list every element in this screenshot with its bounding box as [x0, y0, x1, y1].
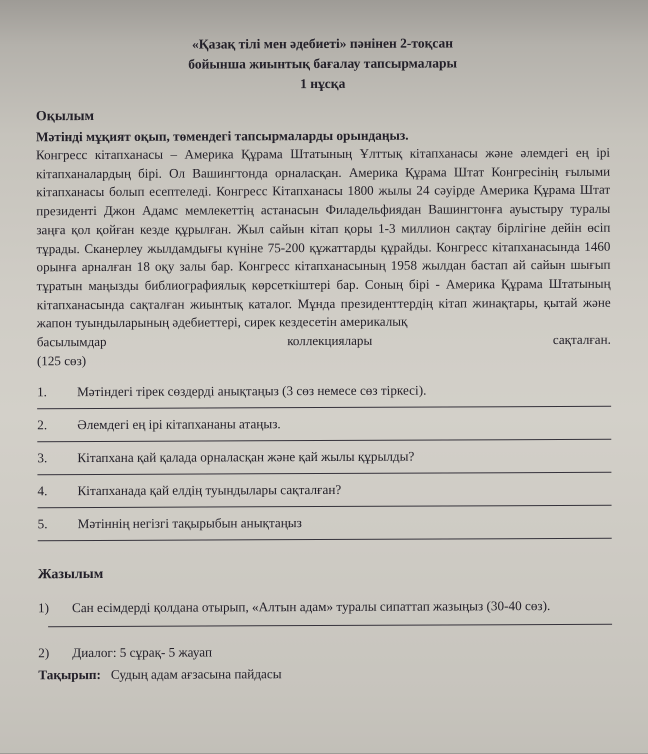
reading-passage: Конгресс кітапханасы – Америка Құрама Штатының Ұлттық кітапханасы және әлемдегі ең ірі кітапханалардың бірі. Ол Вашингтонда орналасқан. Америка Құрама Штат Конгресінің ғылыми кітапханасы болып есептеледі. Конгресс Кітапханасы 1800 жылы 24 сәуірде Америка Құрама Штат президенті Джон Адамс мемлекеттің астанасын Филадельфиядан Вашингтонға ауыстыру туралы заңға қол қойған кезде құрылған. Жыл сайын кітап қоры 1-3 миллион сақтау бірлігіне дейін өсіп тұрады. Сканерлеу жылдамдығы күніне 75-200 құжаттарды құрайды. Конгресс кітапханасында 1460 орынға арналған 18 оқу залы бар. Конгресс кітапханасының 1958 жылдан бастап ай сайын шығып тұратын маңызды библиографиялық көрсеткіштері бар. Соның бірі - Америка Құрама Штатының кітапханасында сақталған жиынтық каталог. Мұнда президенттердің кітап жинақтары, қытай және жапон туындыларының әдебиеттері, сирек кездесетін америкалық [35, 144, 611, 331]
title-line-3: 1 нұсқа [300, 75, 346, 92]
task-number: 2) [38, 645, 50, 661]
task-row [38, 641, 612, 663]
question-number: 2. [37, 417, 48, 433]
question-text: Кітапхана қай қалада орналасқан және қай жылы құрылды? [77, 449, 415, 466]
question-text: Мәтіннің негізгі тақырыбын анықтаңыз [77, 515, 302, 532]
question-number: 5. [37, 516, 48, 532]
question-row [37, 414, 611, 435]
reading-section-title: Оқылым [35, 109, 95, 125]
question-row [38, 513, 612, 534]
answer-blank-line [37, 406, 611, 410]
task-text: Диалог: 5 сұрақ- 5 жауап [72, 644, 213, 661]
question-number: 1. [37, 384, 47, 400]
question-number: 3. [37, 450, 48, 466]
answer-blank-line [48, 624, 612, 627]
reading-section [36, 105, 612, 542]
question-item-4 [37, 480, 611, 509]
answer-blank-line [38, 505, 612, 509]
reading-instruction: Мәтінді мұқият оқып, төмендегі тапсырмаларды орындаңыз. [35, 127, 409, 145]
document-title [36, 33, 610, 96]
title-line-2: бойынша жиынтық бағалау тапсырмалары [188, 55, 458, 72]
question-item-1 [37, 381, 611, 410]
answer-blank-line [37, 472, 611, 476]
writing-topic [38, 663, 612, 685]
answer-blank-line [38, 538, 612, 542]
task-number: 1) [37, 600, 50, 616]
question-row [37, 447, 611, 468]
question-item-5 [38, 513, 612, 542]
writing-task-2 [38, 641, 612, 663]
question-item-3 [37, 447, 611, 476]
question-text: Әлемдегі ең ірі кітапхананы атаңыз. [77, 416, 281, 433]
question-row [37, 480, 611, 501]
question-number: 4. [37, 483, 48, 499]
reading-passage-last-line: басылымдар коллекциялары сақталған. [36, 331, 611, 350]
question-row [37, 381, 611, 402]
reading-questions [37, 381, 612, 542]
topic-text: Судың адам ағзасына пайдасы [110, 666, 282, 683]
topic-label: Тақырып: [38, 667, 101, 683]
title-line-1: «Қазақ тілі мен әдебиеті» пәнінен 2-тоқсан [191, 35, 454, 52]
writing-section [38, 563, 613, 685]
question-text: Кітапханада қай елдің туындылары сақталған? [77, 482, 342, 499]
answer-blank-line [37, 439, 611, 443]
writing-section-title: Жазылым [37, 567, 104, 583]
word-count: (125 сөз) [36, 352, 87, 368]
task-text: Сан есімдерді қолдана отырып, «Алтын адам» туралы сипаттап жазыңыз (30-40 сөз). [71, 598, 551, 616]
task-row [38, 596, 612, 618]
writing-task-1 [38, 596, 612, 628]
question-item-2 [37, 414, 611, 443]
question-text: Мәтіндегі тірек сөздерді анықтаңыз (3 сөз немесе сөз тіркесі). [77, 382, 427, 400]
